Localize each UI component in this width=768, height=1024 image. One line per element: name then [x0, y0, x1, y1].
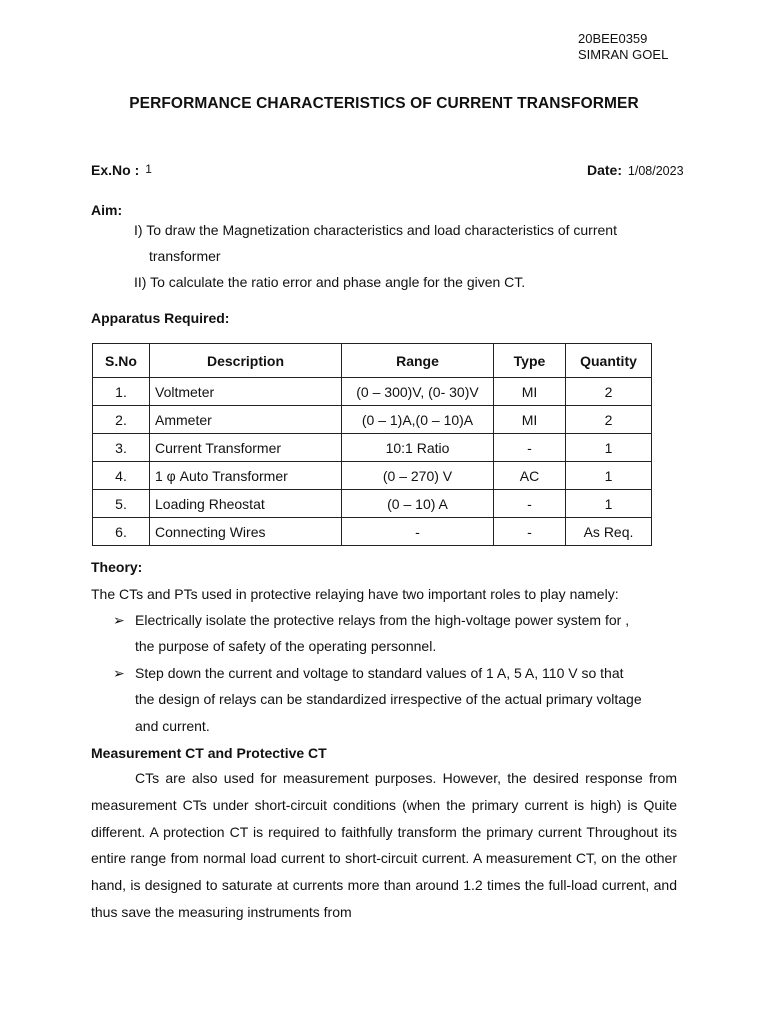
measurement-heading: Measurement CT and Protective CT [91, 745, 327, 761]
cell-range: (0 – 270) V [342, 462, 494, 490]
exno-value: 1 [145, 162, 152, 176]
header-sno: S.No [93, 344, 150, 378]
cell-sno: 3. [93, 434, 150, 462]
aim-line-2: II) To calculate the ratio error and phase angle for the given CT. [134, 274, 526, 290]
student-id-block [578, 31, 668, 63]
experiment-number [91, 162, 152, 178]
header-range: Range [342, 344, 494, 378]
table-row [93, 490, 652, 518]
roll-number: 20BEE0359 [578, 31, 648, 46]
theory-heading: Theory: [91, 559, 143, 575]
cell-quantity: As Req. [566, 518, 652, 546]
table-row [93, 406, 652, 434]
cell-sno: 6. [93, 518, 150, 546]
cell-description: Connecting Wires [150, 518, 342, 546]
arrow-bullet-icon: ➢ [113, 612, 125, 628]
measurement-paragraph-text: CTs are also used for measurement purposes. However, the desired response from measurement CTs under short-circuit conditions (when the primary current is high) is Quite different. A protection CT is required to faithfully transform the primary current Throughout its entire range from normal load current to short-circuit current. A measurement CT, on the other hand, is designed to saturate at currents more than around 1.2 times the full-load current, and thus save the measuring instruments from [91, 770, 677, 920]
cell-description: Voltmeter [150, 378, 342, 406]
bullet-1-cont: the purpose of safety of the operating personnel. [135, 638, 437, 654]
cell-sno: 5. [93, 490, 150, 518]
cell-range: (0 – 10) A [342, 490, 494, 518]
exno-label: Ex.No : [91, 162, 140, 178]
date-label: Date: [587, 162, 623, 178]
cell-range: - [342, 518, 494, 546]
cell-description: Ammeter [150, 406, 342, 434]
aim-heading: Aim: [91, 202, 123, 218]
cell-description: 1 φ Auto Transformer [150, 462, 342, 490]
bullet-1 [113, 607, 629, 633]
table-row [93, 518, 652, 546]
cell-type: - [494, 434, 566, 462]
cell-sno: 4. [93, 462, 150, 490]
bullet-1-text: Electrically isolate the protective relays from the high-voltage power system for , [135, 612, 630, 628]
cell-range: (0 – 300)V, (0- 30)V [342, 378, 494, 406]
student-name: SIMRAN GOEL [578, 47, 669, 62]
bullet-2 [113, 660, 624, 686]
header-type: Type [494, 344, 566, 378]
apparatus-heading: Apparatus Required: [91, 310, 230, 326]
date-value: 1/08/2023 [627, 164, 684, 178]
cell-range: 10:1 Ratio [342, 434, 494, 462]
cell-quantity: 1 [566, 434, 652, 462]
table-row [93, 462, 652, 490]
bullet-2-cont: the design of relays can be standardized irrespective of the actual primary voltage [135, 691, 642, 707]
experiment-date [587, 162, 684, 178]
cell-type: - [494, 490, 566, 518]
cell-quantity: 2 [566, 378, 652, 406]
table-header-row [93, 344, 652, 378]
aim-line-1-cont: transformer [149, 248, 221, 264]
header-quantity: Quantity [566, 344, 652, 378]
cell-type: AC [494, 462, 566, 490]
arrow-bullet-icon: ➢ [113, 665, 125, 681]
apparatus-table [92, 343, 652, 546]
measurement-paragraph [91, 765, 677, 926]
table-row [93, 434, 652, 462]
cell-type: - [494, 518, 566, 546]
theory-intro: The CTs and PTs used in protective relaying have two important roles to play namely: [91, 586, 619, 602]
cell-type: MI [494, 406, 566, 434]
cell-description: Current Transformer [150, 434, 342, 462]
bullet-2-text: Step down the current and voltage to standard values of 1 A, 5 A, 110 V so that [135, 665, 624, 681]
cell-sno: 1. [93, 378, 150, 406]
table-row [93, 378, 652, 406]
cell-sno: 2. [93, 406, 150, 434]
document-title: PERFORMANCE CHARACTERISTICS OF CURRENT TRANSFORMER [129, 95, 639, 112]
cell-description: Loading Rheostat [150, 490, 342, 518]
cell-quantity: 2 [566, 406, 652, 434]
cell-quantity: 1 [566, 462, 652, 490]
header-description: Description [150, 344, 342, 378]
cell-quantity: 1 [566, 490, 652, 518]
aim-line-1: I) To draw the Magnetization characteristics and load characteristics of current [134, 222, 617, 238]
cell-type: MI [494, 378, 566, 406]
bullet-2-cont-2: and current. [135, 718, 210, 734]
cell-range: (0 – 1)A,(0 – 10)A [342, 406, 494, 434]
